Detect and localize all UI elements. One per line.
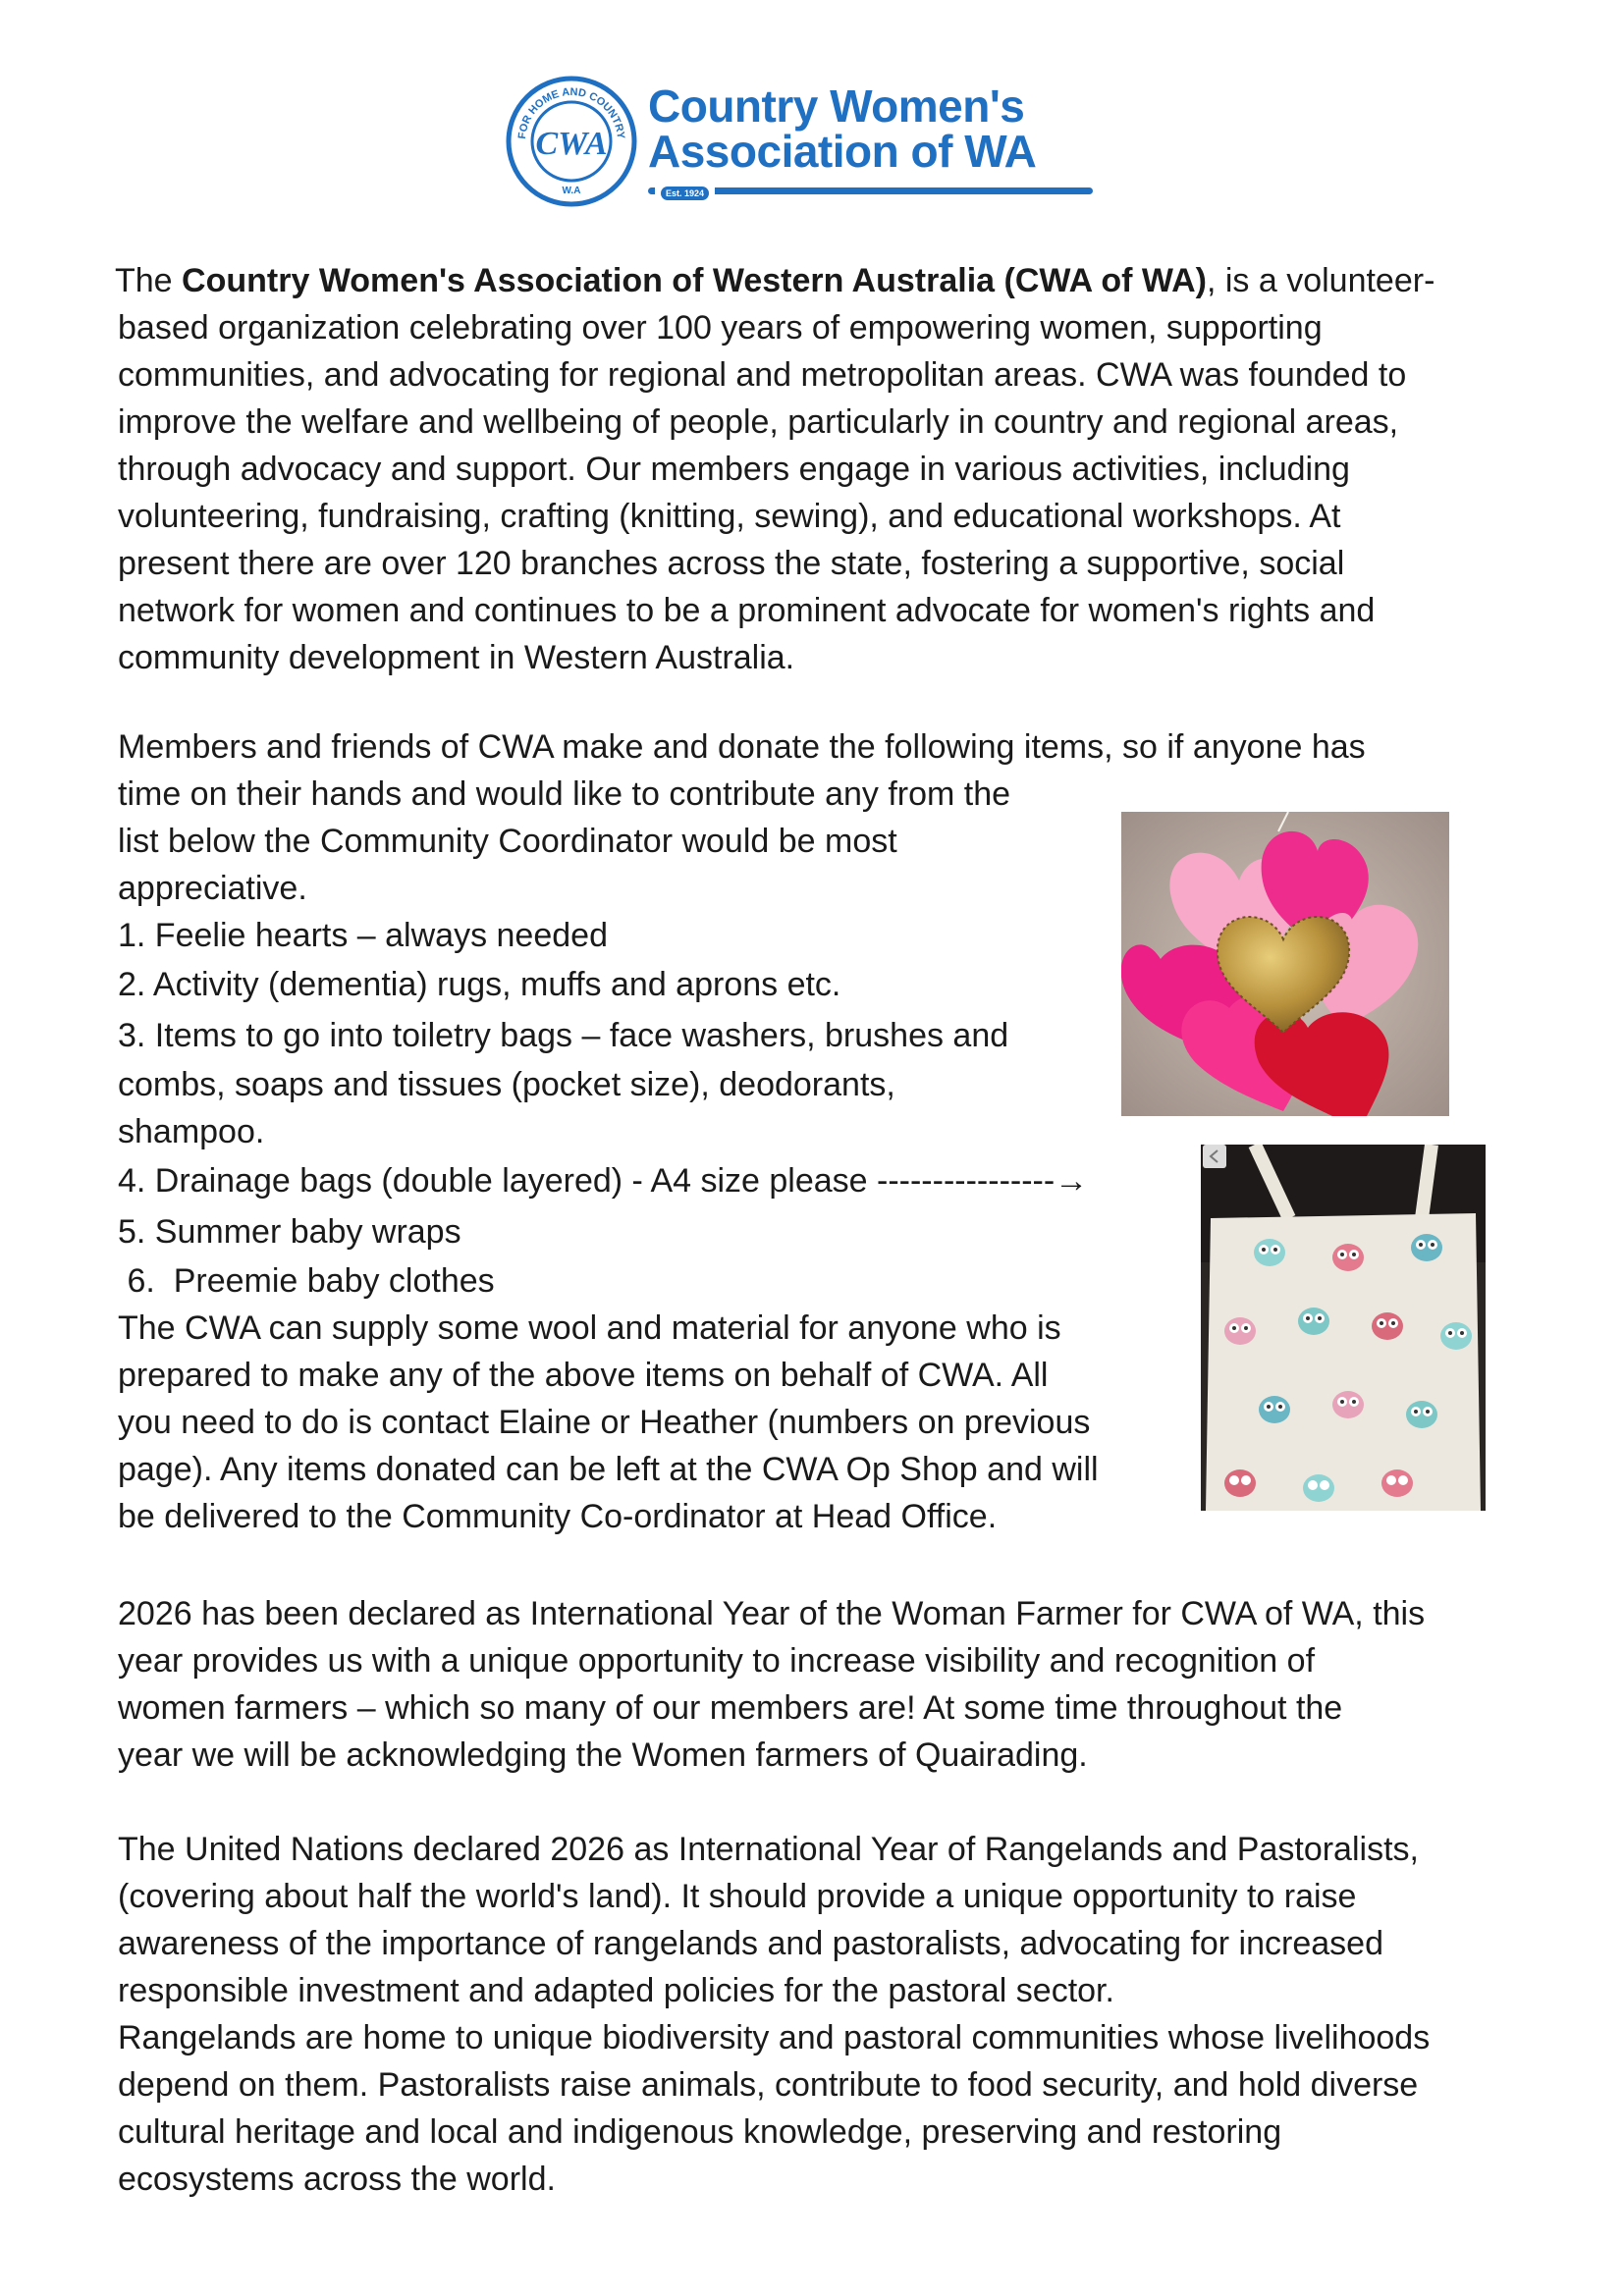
rangelands-paragraph (118, 1826, 1430, 2203)
donation-item: shampoo. (118, 1113, 265, 1150)
cwa-logo (506, 74, 1114, 211)
donation-item: 4. Drainage bags (double layered) - A4 size please ----------------→ (118, 1162, 1089, 1200)
rangelands-line: ecosystems across the world. (118, 2161, 556, 2198)
supply-line: prepared to make any of the above items on behalf of CWA. All (118, 1357, 1049, 1394)
rangelands-line: responsible investment and adapted policies for the pastoral sector. (118, 1972, 1114, 2009)
logo-title-line2: Association of WA (648, 126, 1037, 177)
intro-line: based organization celebrating over 100 years of empowering women, supporting (118, 309, 1323, 347)
woman-farmer-line: 2026 has been declared as International Year of the Woman Farmer for CWA of WA, this (118, 1595, 1426, 1632)
logo-title-line1: Country Women's (648, 80, 1025, 132)
woman-farmer-line: year we will be acknowledging the Women farmers of Quairading. (118, 1736, 1088, 1774)
organisation-name: Country Women's Association of Western Australia (CWA of WA) (182, 262, 1207, 299)
donation-item: 3. Items to go into toiletry bags – face washers, brushes and (118, 1017, 1009, 1054)
supply-line: you need to do is contact Elaine or Heather (numbers on previous (118, 1404, 1091, 1441)
donation-item: 1. Feelie hearts – always needed (118, 917, 608, 954)
svg-text:W.A: W.A (562, 186, 581, 196)
logo-established: Est. 1924 (661, 187, 709, 200)
cwa-seal-icon (506, 76, 637, 207)
intro-line: present there are over 120 branches across the state, fostering a supportive, social (118, 545, 1345, 582)
rangelands-line: (covering about half the world's land). It should provide a unique opportunity to raise (118, 1878, 1357, 1915)
woman-farmer-paragraph (118, 1590, 1425, 1779)
drainage-bag-photo (1201, 1145, 1486, 1511)
felt-hearts-photo (1121, 812, 1449, 1116)
donation-item: 6. Preemie baby clothes (118, 1262, 495, 1300)
rangelands-line: depend on them. Pastoralists raise animals, contribute to food security, and hold diverse (118, 2066, 1419, 2104)
intro-line: volunteering, fundraising, crafting (knitting, sewing), and educational workshops. At (118, 498, 1341, 535)
donations-intro-line: list below the Community Coordinator would be most (118, 823, 897, 860)
donation-item: 2. Activity (dementia) rugs, muffs and aprons etc. (118, 966, 841, 1003)
rangelands-line: The United Nations declared 2026 as International Year of Rangelands and Pastoralists, (118, 1831, 1419, 1868)
woman-farmer-line: year provides us with a unique opportunity to increase visibility and recognition of (118, 1642, 1316, 1680)
donation-item: combs, soaps and tissues (pocket size), deodorants, (118, 1066, 895, 1103)
supply-line: page). Any items donated can be left at the CWA Op Shop and will (118, 1451, 1099, 1488)
svg-text:CWA: CWA (535, 126, 608, 162)
svg-text:FOR HOME AND COUNTRY: FOR HOME AND COUNTRY (515, 85, 627, 140)
intro-line: communities, and advocating for regional and metropolitan areas. CWA was founded to (118, 356, 1407, 394)
rangelands-line: Rangelands are home to unique biodiversity and pastoral communities whose livelihoods (118, 2019, 1431, 2056)
intro-line-1: The Country Women's Association of Western Australia (CWA of WA), is a volunteer- (115, 262, 1435, 299)
intro-line: network for women and continues to be a prominent advocate for women's rights and (118, 592, 1376, 629)
donations-intro-line: time on their hands and would like to contribute any from the (118, 775, 1011, 813)
rangelands-line: awareness of the importance of rangelands and pastoralists, advocating for increased (118, 1925, 1383, 1962)
donations-intro-line: appreciative. (118, 870, 307, 907)
intro-line: community development in Western Australia. (118, 639, 795, 676)
supply-line: be delivered to the Community Co-ordinator at Head Office. (118, 1498, 998, 1535)
intro-line: through advocacy and support. Our members engage in various activities, including (118, 451, 1350, 488)
donations-intro-line: Members and friends of CWA make and donate the following items, so if anyone has (118, 728, 1366, 766)
logo-est-box (655, 184, 715, 198)
donation-item: 5. Summer baby wraps (118, 1213, 461, 1251)
intro-line: improve the welfare and wellbeing of people, particularly in country and regional areas, (118, 403, 1399, 441)
intro-paragraph (115, 257, 1435, 681)
rangelands-line: cultural heritage and local and indigenous knowledge, preserving and restoring (118, 2113, 1282, 2151)
woman-farmer-line: women farmers – which so many of our members are! At some time throughout the (118, 1689, 1343, 1727)
supply-line: The CWA can supply some wool and material for anyone who is (118, 1309, 1061, 1347)
